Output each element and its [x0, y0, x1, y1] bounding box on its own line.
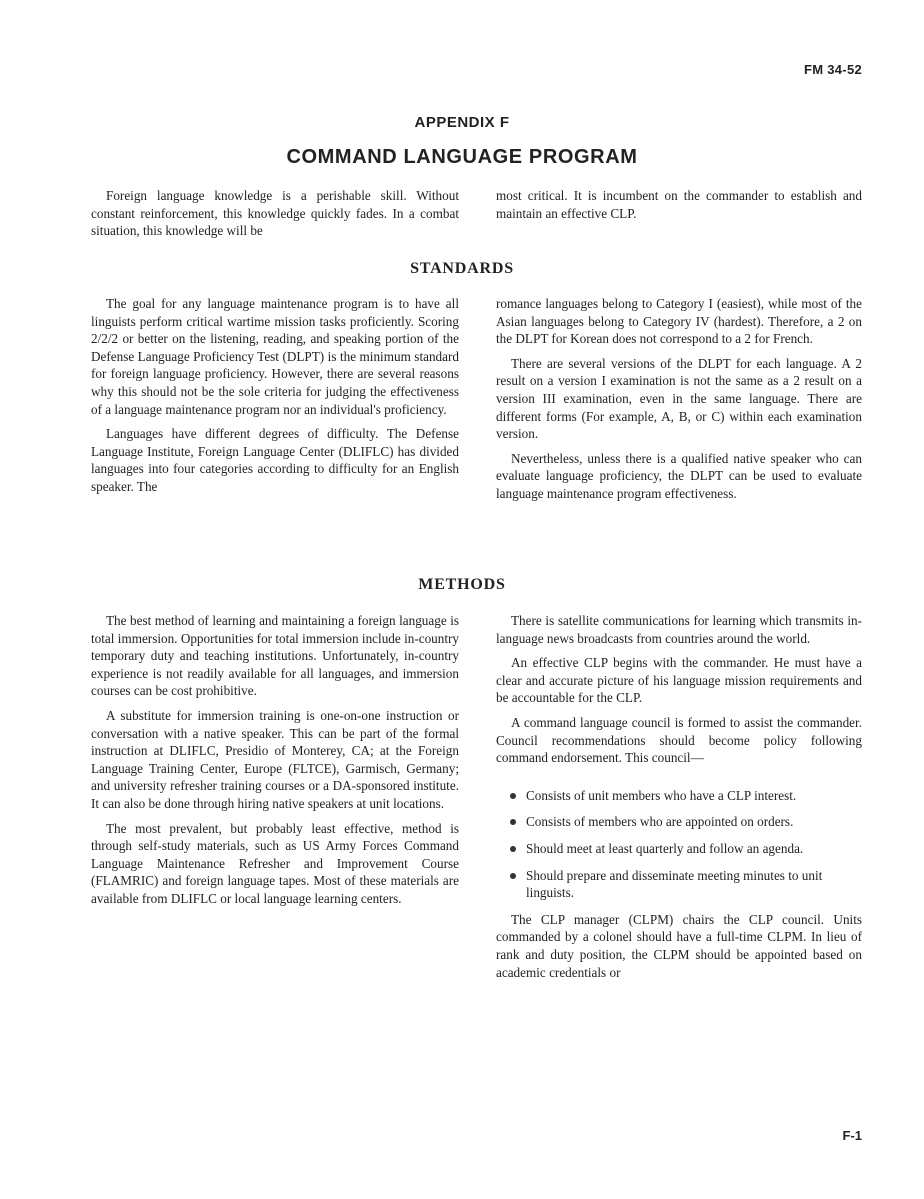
- document-id: FM 34-52: [803, 62, 862, 77]
- intro-paragraph: Foreign language knowledge is a perishable skill. Without constant reinforcement, this knowledge quickly fades. In a combat situation, this knowledge will be: [91, 188, 459, 239]
- intro-left-column: [91, 187, 459, 247]
- methods-paragraph: A command language council is formed to assist the commander. Council recommendations should become policy following command endorsement. This council—: [496, 714, 862, 766]
- methods-closing-paragraph: The CLP manager (CLPM) chairs the CLP council. Units commanded by a colonel should have a full-time CLPM. In lieu of rank and duty position, the CLPM should be appointed based on academic credentials or: [496, 911, 862, 980]
- list-item: Should meet at least quarterly and follow an agenda.: [496, 840, 862, 858]
- standards-paragraph: Languages have different degrees of difficulty. The Defense Language Institute, Foreign Language Center (DLIFLC) has divided languages into four categories according to difficulty for an English speaker. The: [91, 426, 459, 494]
- standards-left-column: [91, 295, 459, 503]
- methods-left-column: [91, 612, 459, 915]
- methods-heading: METHODS: [418, 576, 506, 593]
- methods-paragraph: There is satellite communications for learning which transmits in-language news broadcasts from countries around the world.: [496, 613, 862, 646]
- methods-paragraph: The most prevalent, but probably least effective, method is through self-study materials, such as US Army Forces Command Language Maintenance Refresher and Improvement Course (FLAMRIC) and foreign language tapes. Most of these materials are available from DLIFLC or local language learning centers.: [91, 820, 459, 906]
- page-title: COMMAND LANGUAGE PROGRAM: [286, 146, 638, 168]
- methods-right-column: [496, 612, 862, 988]
- methods-paragraph: The best method of learning and maintaining a foreign language is total immersion. Opportunities for total immersion include in-country temporary duty and teaching institutions. Unfortunately, in-country experience is not readily available for all languages, and immersion courses can be cost prohibitive.: [91, 613, 459, 699]
- bullet-icon: [510, 846, 516, 852]
- list-item: Consists of members who are appointed on orders.: [496, 813, 862, 831]
- standards-paragraph: The goal for any language maintenance program is to have all linguists perform critical wartime mission tasks proficiently. Scoring 2/2/2 or better on the listening, reading, and speaking portion of the Defense Language Proficiency Test (DLPT) is the minimum standard for foreign language proficiency. However, there are several reasons why this should not be the sole criteria for judging the effectiveness of a language maintenance program nor an individual's proficiency.: [91, 296, 459, 417]
- intro-right-column: [496, 187, 862, 229]
- page-number: F-1: [842, 1128, 862, 1143]
- methods-paragraph: An effective CLP begins with the commander. He must have a clear and accurate picture of his language mission requirements and be accountable for the CLP.: [496, 655, 862, 706]
- standards-heading: STANDARDS: [410, 260, 514, 277]
- standards-paragraph: There are several versions of the DLPT for each language. A 2 result on a version I examination is not the same as a 2 result on a version III examination, even in the same language. There are different forms (For example, A, B, or C) within each examination version.: [496, 355, 862, 442]
- list-item: Should prepare and disseminate meeting minutes to unit linguists.: [496, 867, 862, 902]
- list-item: Consists of unit members who have a CLP interest.: [496, 787, 862, 805]
- bullet-icon: [510, 819, 516, 825]
- methods-paragraph: A substitute for immersion training is one-on-one instruction or conversation with a native speaker. This can be part of the formal instruction at DLIFLC, Presidio of Monterey, CA; at the Foreign Language Training Center, Europe (FLTCE), Garmisch, Germany; and university refresher training courses or a DA-sponsored institute. It can also be done through hiring native speakers at unit locations.: [91, 707, 459, 811]
- bullet-icon: [510, 873, 516, 879]
- intro-paragraph-continued: most critical. It is incumbent on the commander to establish and maintain an effective CLP.: [496, 188, 862, 221]
- appendix-label: APPENDIX F: [414, 114, 510, 131]
- council-duties-list: [496, 787, 862, 902]
- standards-paragraph: romance languages belong to Category I (easiest), while most of the Asian languages belong to Category IV (hardest). Therefore, a 2 on the DLPT for Korean does not correspond to a 2 for French.: [496, 296, 862, 347]
- standards-right-column: [496, 295, 862, 510]
- standards-paragraph: Nevertheless, unless there is a qualified native speaker who can evaluate language proficiency, the DLPT can be used to evaluate language maintenance program effectiveness.: [496, 450, 862, 501]
- bullet-icon: [510, 793, 516, 799]
